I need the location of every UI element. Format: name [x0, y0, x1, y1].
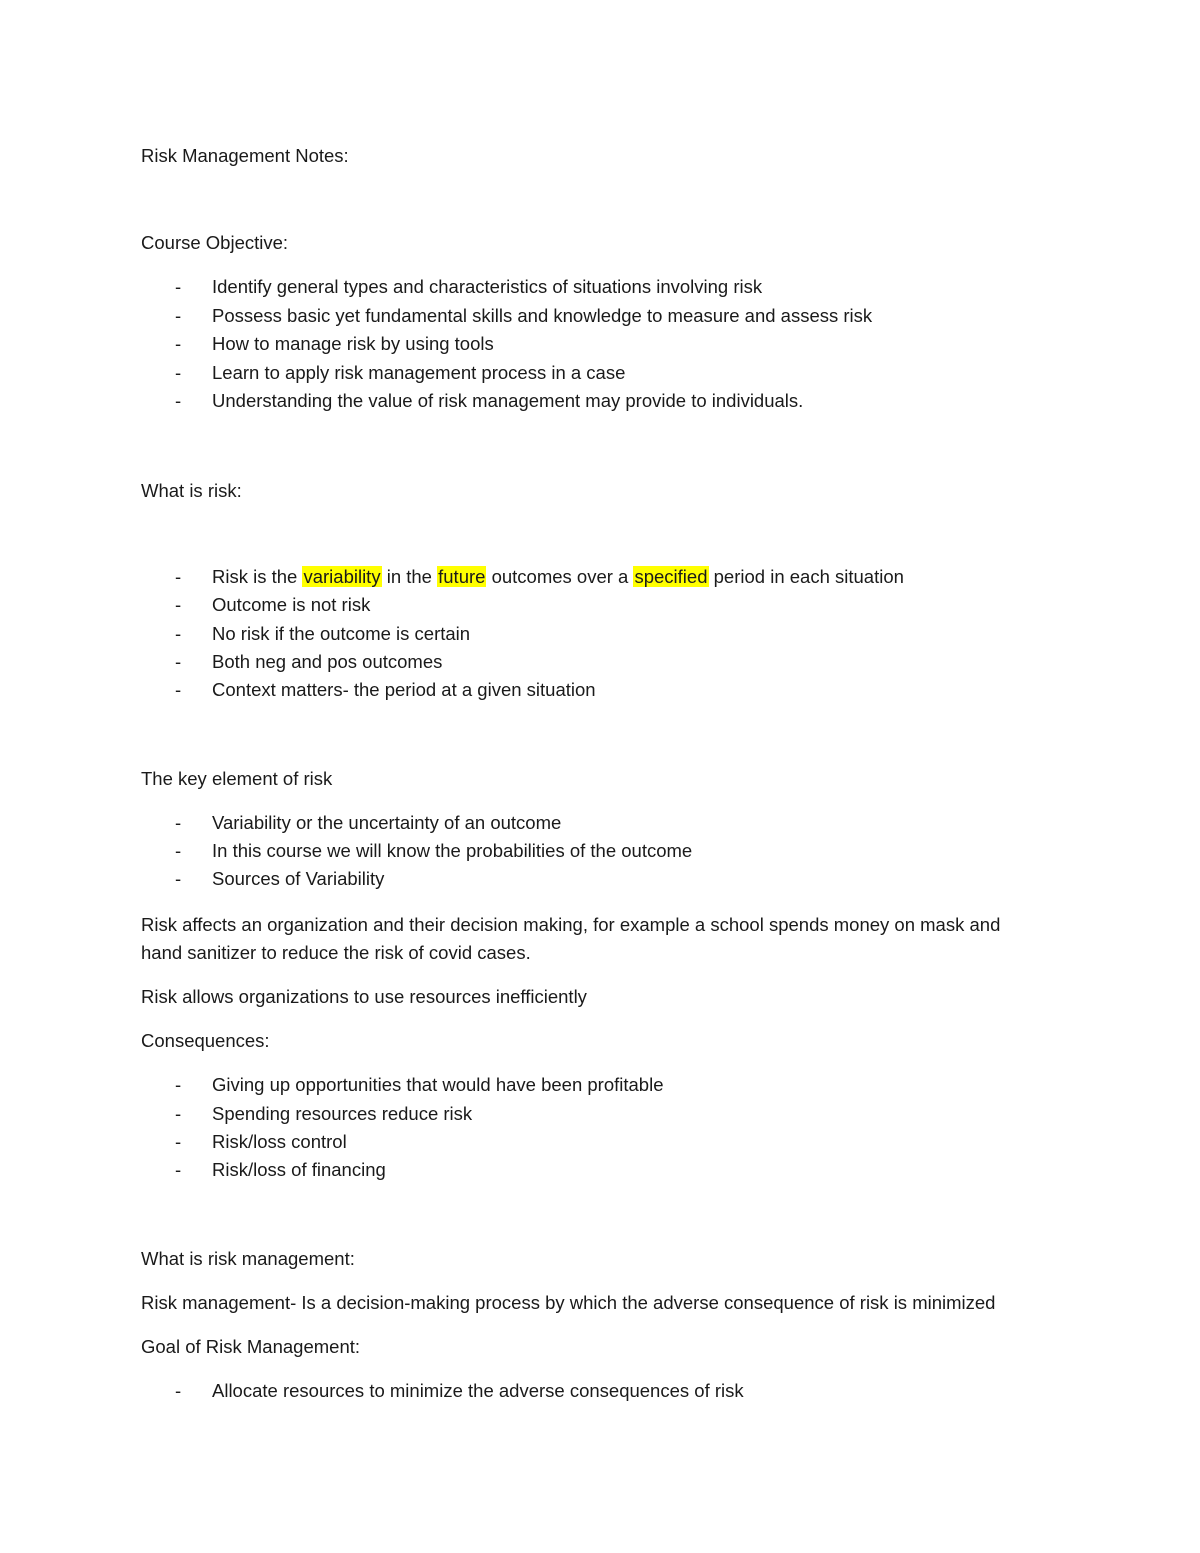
list-item-text: Both neg and pos outcomes [212, 651, 443, 672]
list-item-text: Understanding the value of risk management may provide to individuals. [212, 390, 804, 411]
bullet-dash: - [175, 362, 182, 383]
list-item-text: Variability or the uncertainty of an outcome [212, 812, 562, 833]
bullet-dash: - [175, 1380, 182, 1401]
bullet-dash: - [175, 566, 182, 587]
list-item-text: Possess basic yet fundamental skills and knowledge to measure and assess risk [212, 305, 873, 326]
risk-management-heading: What is risk management: [141, 1248, 355, 1269]
bullet-dash: - [175, 594, 182, 615]
bullet-dash: - [175, 651, 182, 672]
highlight-future: future [438, 566, 486, 587]
consequences-heading: Consequences: [141, 1030, 270, 1051]
goal-heading: Goal of Risk Management: [141, 1336, 361, 1357]
list-item-text: Learn to apply risk management process in a case [212, 362, 626, 383]
bullet-dash: - [175, 1074, 182, 1095]
list-item-text: No risk if the outcome is certain [212, 623, 471, 644]
bullet-dash: - [175, 1103, 182, 1124]
list-item-text: Outcome is not risk [212, 594, 371, 615]
bullet-dash: - [175, 333, 182, 354]
paragraph-line: hand sanitizer to reduce the risk of covid cases. [141, 942, 531, 963]
bullet-dash: - [175, 276, 182, 297]
highlight-specified: specified [634, 566, 708, 587]
highlight-variability: variability [303, 566, 381, 587]
paragraph-line: Risk allows organizations to use resources inefficiently [141, 986, 587, 1007]
bullet-dash: - [175, 812, 182, 833]
course-objective-heading: Course Objective: [141, 232, 289, 253]
list-item-text: Context matters- the period at a given situation [212, 679, 596, 700]
list-item-text: Sources of Variability [212, 868, 385, 889]
text-segment: Risk is the [212, 566, 303, 587]
risk-management-definition: Risk management- Is a decision-making process by which the adverse consequence of risk is minimized [141, 1292, 996, 1313]
text-segment: period in each situation [708, 566, 904, 587]
what-is-risk-heading: What is risk: [141, 480, 242, 501]
list-item-text: How to manage risk by using tools [212, 333, 494, 354]
list-item-text: Risk/loss control [212, 1131, 347, 1152]
bullet-dash: - [175, 840, 182, 861]
bullet-dash: - [175, 679, 182, 700]
list-item-text: Identify general types and characteristics of situations involving risk [212, 276, 763, 297]
list-item-text: Giving up opportunities that would have been profitable [212, 1074, 664, 1095]
bullet-dash: - [175, 868, 182, 889]
bullet-dash: - [175, 1131, 182, 1152]
risk-definition-text [212, 568, 904, 587]
bullet-dash: - [175, 623, 182, 644]
list-item-text: Allocate resources to minimize the adverse consequences of risk [212, 1380, 744, 1401]
text-segment: outcomes over a [486, 566, 634, 587]
text-segment: in the [381, 566, 438, 587]
list-item-text: Risk/loss of financing [212, 1159, 386, 1180]
bullet-dash: - [175, 390, 182, 411]
bullet-dash: - [175, 305, 182, 326]
key-element-heading: The key element of risk [141, 768, 333, 789]
document-title: Risk Management Notes: [141, 145, 349, 166]
list-item-text: In this course we will know the probabilities of the outcome [212, 840, 693, 861]
paragraph-line: Risk affects an organization and their decision making, for example a school spends money on mask and [141, 914, 1001, 935]
bullet-dash: - [175, 1159, 182, 1180]
list-item-text: Spending resources reduce risk [212, 1103, 473, 1124]
